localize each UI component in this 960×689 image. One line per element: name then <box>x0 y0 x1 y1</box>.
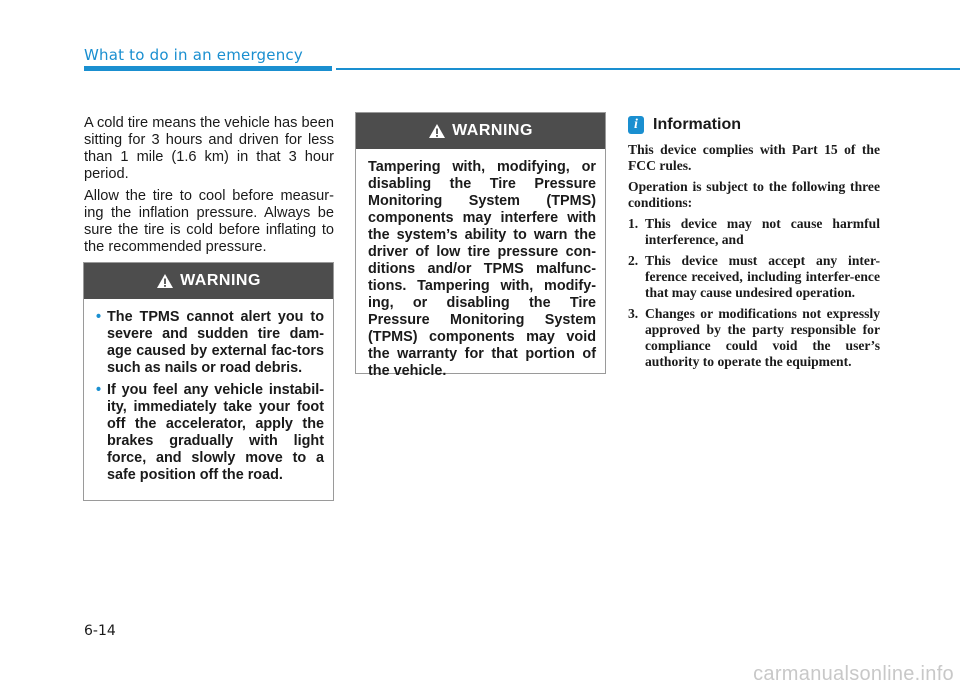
section-rule-thick <box>84 66 332 71</box>
page-number: 6-14 <box>84 623 116 639</box>
watermark: carmanualsonline.info <box>753 663 954 685</box>
warning-bullet: • If you feel any vehicle instabil-ity, immediately take your foot off the accelerator, apply the brakes gradually with light force, and slowly move to a safe position off the road. <box>96 382 324 483</box>
bullet-icon: • <box>96 382 102 398</box>
list-item: 2. This device must accept any inter-ference received, including interfer-ence that may cause undesired operation. <box>628 253 880 300</box>
warning-text: Tampering with, modifying, or disabling the Tire Pressure Monitoring System (TPMS) components may interfere with the system’s ability to warn the driver of low tire pressure con-ditions and/or TPMS malfunc-tions. Tampering with, modify-ing, or disabling the Tire Pressure Monitoring System (TPMS) components may void the warranty for that portion of the vehicle. <box>368 159 596 379</box>
column1-body <box>84 115 334 261</box>
information-title: Information <box>653 116 741 133</box>
warning-triangle-icon <box>428 123 446 139</box>
list-item: 3. Changes or modifications not expressly approved by the party responsible for compliance could void the user’s authority to operate the equipment. <box>628 306 880 369</box>
paragraph: A cold tire means the vehicle has been sitting for 3 hours and driven for less than 1 mile (1.6 km) in that 3 hour period. <box>84 115 334 182</box>
warning-bullet: • The TPMS cannot alert you to severe and sudden tire dam-age caused by external fac-tors such as nails or road debris. <box>96 309 324 376</box>
warning-title: WARNING <box>180 272 261 289</box>
bullet-icon: • <box>96 309 102 325</box>
warning-header <box>84 263 333 299</box>
warning-box-tampering <box>355 112 606 379</box>
info-icon: i <box>628 116 644 134</box>
information-body <box>628 142 880 370</box>
paragraph: Allow the tire to cool before measur-ing the inflation pressure. Always be sure the tire is cold before inflating to the recommended pressure. <box>84 188 334 255</box>
warning-triangle-icon <box>156 273 174 289</box>
section-rule-thin <box>336 68 960 70</box>
paragraph: Operation is subject to the following three conditions: <box>628 179 880 210</box>
information-header <box>628 112 880 138</box>
list-item: 1. This device may not cause harmful interference, and <box>628 216 880 247</box>
paragraph: This device complies with Part 15 of the FCC rules. <box>628 142 880 173</box>
section-title: What to do in an emergency <box>84 46 303 64</box>
warning-body <box>84 299 333 499</box>
information-block <box>628 112 880 375</box>
warning-title: WARNING <box>452 122 533 139</box>
warning-header <box>356 113 605 149</box>
warning-box-tpms-alert <box>83 262 334 501</box>
warning-body <box>356 149 605 390</box>
